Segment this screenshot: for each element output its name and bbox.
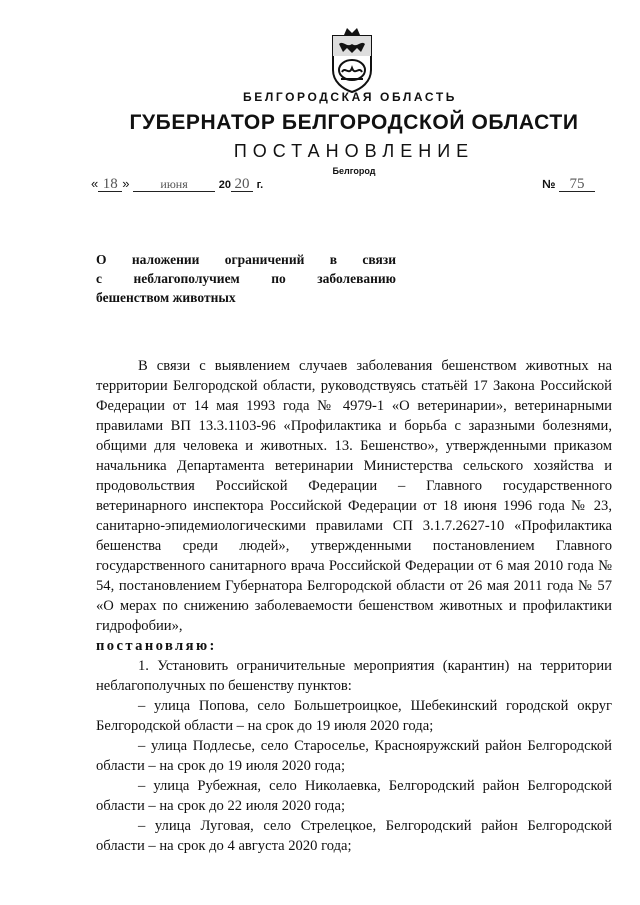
quarantine-list-item: – улица Луговая, село Стрелецкое, Белгородский район Белгородской области – на срок до 4 августа 2020 года; xyxy=(96,818,612,854)
date-quote-close: » xyxy=(122,176,130,191)
resolve-word: постановляю: xyxy=(96,638,217,654)
number-label: № xyxy=(542,177,556,191)
quarantine-list-item: – улица Подлесье, село Староселье, Краснояружский район Белгородской области – на срок до 19 июля 2020 года; xyxy=(96,738,612,774)
date-year-prefix: 20 xyxy=(218,179,231,191)
coat-of-arms-icon xyxy=(327,26,377,94)
date-year-suffix: 20 xyxy=(231,177,253,192)
document-title xyxy=(96,250,396,307)
quarantine-list-item: – улица Попова, село Большетроицкое, Шебекинский городской округ Белгородской области – на срок до 19 июля 2020 года; xyxy=(96,698,612,734)
document-number-field xyxy=(542,176,595,192)
date-year-unit: г. xyxy=(256,179,264,191)
title-line-2: с неблагополучием по заболеванию xyxy=(96,271,396,286)
document-number: 75 xyxy=(559,177,595,192)
quarantine-list-item: – улица Рубежная, село Николаевка, Белгородский район Белгородской области – на срок до 22 июля 2020 года; xyxy=(96,778,612,814)
date-quote-open: « xyxy=(91,176,99,191)
date-day: 18 xyxy=(98,177,122,192)
date-month: июня xyxy=(133,177,215,192)
document-type-heading: ПОСТАНОВЛЕНИЕ xyxy=(233,141,475,161)
city-label: Белгород xyxy=(332,166,376,176)
title-line-1: О наложении ограничений в связи xyxy=(96,252,396,267)
region-heading: БЕЛГОРОДСКАЯ ОБЛАСТЬ xyxy=(243,90,457,104)
title-line-3: бешенством животных xyxy=(96,290,236,305)
document-body xyxy=(96,356,612,856)
preamble-paragraph: В связи с выявлением случаев заболевания бешенством животных на территории Белгородской области, руководствуясь статьёй 17 Закона Российской Федерации от 14 мая 1993 года № 4979-1 «О ветеринарии», ветеринарными правилами ВП 13.3.1103-96 «Профилактика и борьба с заразными болезнями, общими для человека и животных. 13. Бешенство», утвержденными приказом начальника Департамента ветеринарии Министерства сельского хозяйства и продовольствия Российской Федерации – Главного государственного ветеринарного инспектора Российской Федерации от 18 июня 1996 года № 23, санитарно-эпидемиологическими правилами СП 3.1.7.2627-10 «Профилактика бешенства среди людей», утвержденными постановлением Главного государственного санитарного врача Российской Федерации от 6 мая 2010 года № 54, постановлением Губернатора Белгородской области от 26 мая 2011 года № 57 «О мерах по снижению заболеваемости бешенством животных и профилактики гидрофобии», xyxy=(96,358,612,634)
date-field xyxy=(91,176,263,192)
governor-heading: ГУБЕРНАТОР БЕЛГОРОДСКОЙ ОБЛАСТИ xyxy=(129,111,579,134)
item-1-paragraph: 1. Установить ограничительные мероприятия (карантин) на территории неблагополучных по бешенству пунктов: xyxy=(96,658,612,694)
